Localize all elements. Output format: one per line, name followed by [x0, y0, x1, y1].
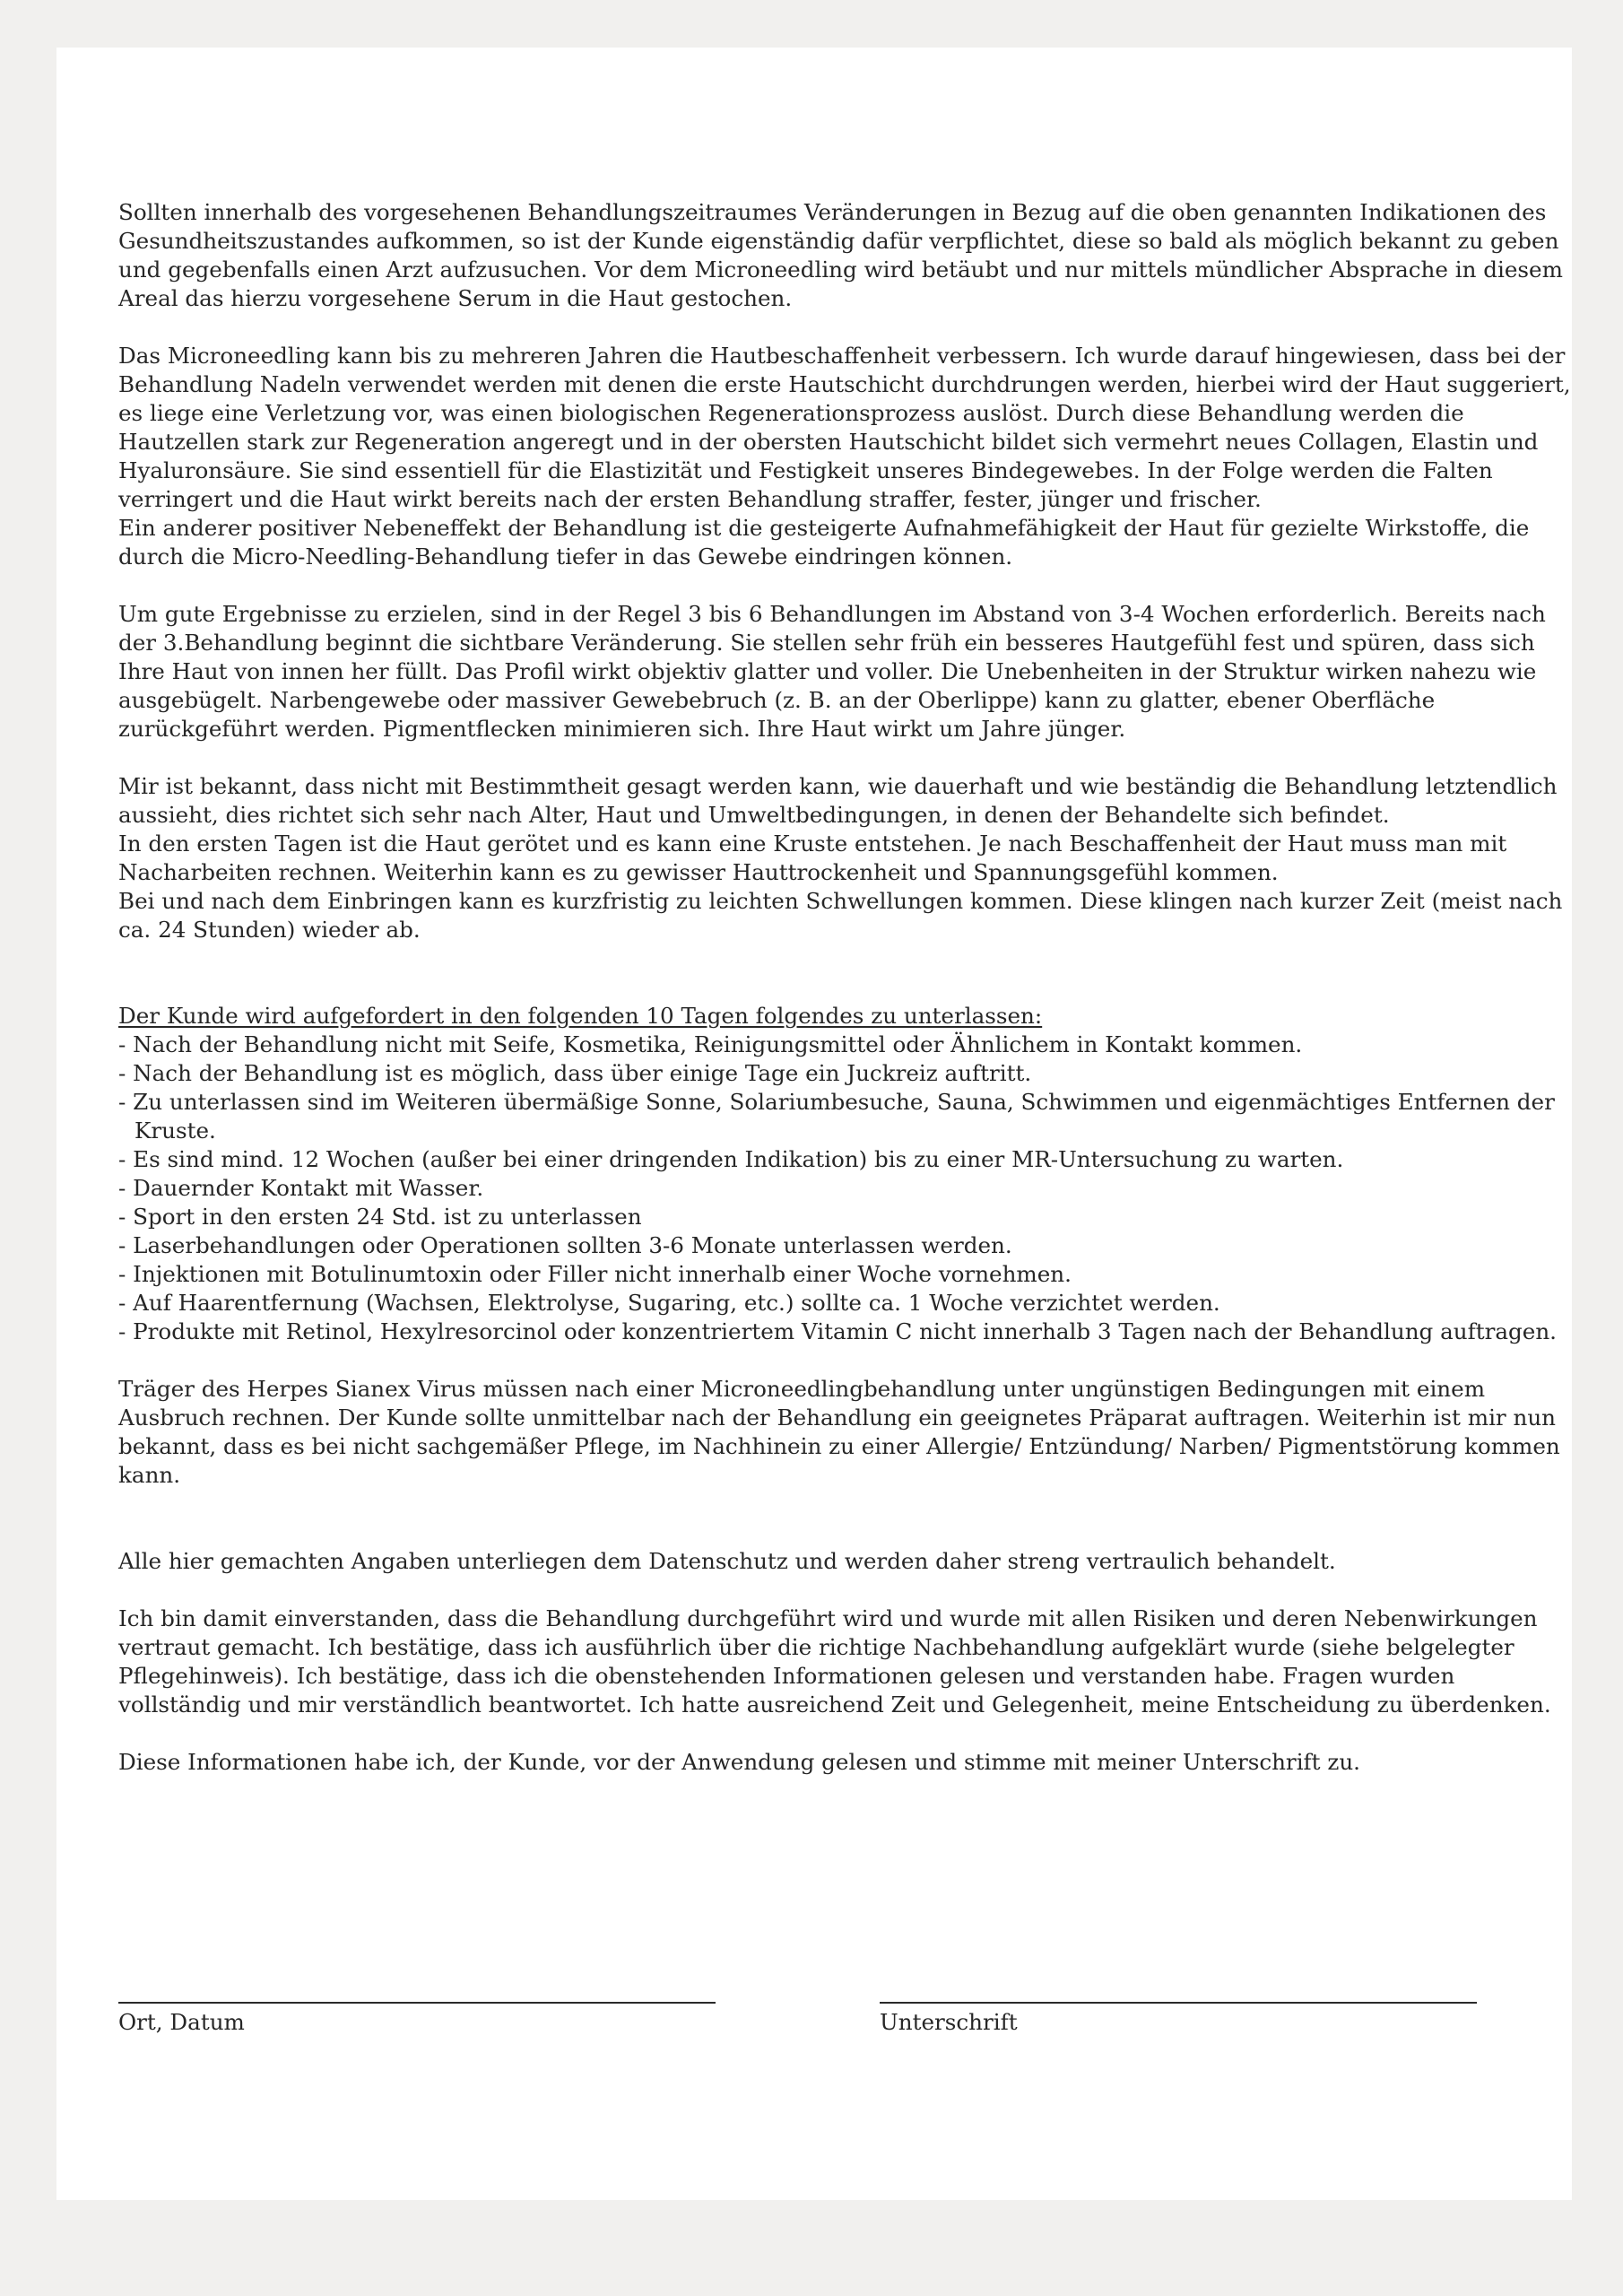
- place-date-field[interactable]: [118, 2002, 716, 2036]
- paragraph-acknowledgement: Diese Informationen habe ich, der Kunde, vor der Anwendung gelesen und stimme mit meiner Unterschrift zu.: [118, 1749, 1360, 1775]
- paragraph-microneedling-effect: Das Microneedling kann bis zu mehreren Jahren die Hautbeschaffenheit verbessern. Ich wurde darauf hingewiesen, dass bei der Behandlung Nadeln verwendet werden mit denen die erste Hautschicht durchdrungen werden, hierbei wird der Haut suggeriert, es liege eine Verletzung vor, was einen biologischen Regenerationsprozess auslöst. Durch diese Behandlung werden die Hautzellen stark zur Regeneration angeregt und in der obersten Hautschicht bildet sich vermehrt neues Collagen, Elastin und Hyaluronsäure. Sie sind essentiell für die Elastizität und Festigkeit unseres Bindegewebes. In der Folge werden die Falten verringert und die Haut wirkt bereits nach der ersten Behandlung straffer, fester, jünger und frischer.: [118, 343, 1571, 512]
- paragraph-indications: Sollten innerhalb des vorgesehenen Behandlungszeitraumes Veränderungen in Bezug auf die oben genannten Indikationen des Gesundheitszustandes aufkommen, so ist der Kunde eigenständig dafür verpflichtet, diese so bald als möglich bekannt zu geben und gegebenfalls einen Arzt aufzusuchen. Vor dem Microneedling wird betäubt und nur mittels mündlicher Absprache in diesem Areal das hierzu vorgesehene Serum in die Haut gestochen.: [118, 199, 1563, 311]
- spacer: [118, 313, 1582, 342]
- signature-field[interactable]: [880, 2002, 1477, 2036]
- signature-area: [118, 2002, 1535, 2065]
- paragraph-first-days: In den ersten Tagen ist die Haut gerötet und es kann eine Kruste entstehen. Je nach Beschaffenheit der Haut muss man mit Nacharbeiten rechnen. Weiterhin kann es zu gewisser Hauttrockenheit und Spannungsgefühl kommen.: [118, 831, 1507, 885]
- list-item: - Nach der Behandlung ist es möglich, dass über einige Tage ein Juckreiz auftritt.: [118, 1060, 1032, 1086]
- paragraph-consent: Ich bin damit einverstanden, dass die Behandlung durchgeführt wird und wurde mit allen Risiken und deren Nebenwirkungen vertraut gemacht. Ich bestätige, dass ich ausführlich über die richtige Nachbehandlung aufgeklärt wurde (siehe belgelegter Pflegehinweis). Ich bestätige, dass ich die obenstehenden Informationen gelesen und verstanden habe. Fragen wurden vollständig und mir verständlich beantwortet. Ich hatte ausreichend Zeit und Gelegenheit, meine Entscheidung zu überdenken.: [118, 1605, 1551, 1718]
- signature-label: Unterschrift: [880, 2009, 1018, 2035]
- paragraph-swelling: Bei und nach dem Einbringen kann es kurzfristig zu leichten Schwellungen kommen. Diese klingen nach kurzer Zeit (meist nach ca. 24 Stunden) wieder ab.: [118, 888, 1563, 943]
- list-item: - Laserbehandlungen oder Operationen sollten 3-6 Monate unterlassen werden.: [118, 1232, 1012, 1258]
- document-page: [56, 48, 1572, 2200]
- list-item: - Sport in den ersten 24 Std. ist zu unterlassen: [118, 1204, 642, 1230]
- spacer: [118, 944, 1582, 1002]
- list-item: - Dauernder Kontakt mit Wasser.: [118, 1175, 484, 1201]
- list-item: - Auf Haarentfernung (Wachsen, Elektrolyse, Sugaring, etc.) sollte ca. 1 Woche verzichtet werden.: [118, 1290, 1220, 1316]
- instructions-list: [118, 1031, 1582, 1346]
- place-date-label: Ort, Datum: [118, 2009, 245, 2035]
- list-item: - Es sind mind. 12 Wochen (außer bei einer dringenden Indikation) bis zu einer MR-Untersuchung zu warten.: [118, 1146, 1344, 1172]
- spacer: [118, 571, 1582, 600]
- instructions-heading: Der Kunde wird aufgefordert in den folgenden 10 Tagen folgendes zu unterlassen:: [118, 1003, 1043, 1029]
- spacer: [118, 1346, 1582, 1375]
- signature-line: [880, 2002, 1477, 2004]
- spacer: [118, 1576, 1582, 1605]
- paragraph-side-effect-positive: Ein anderer positiver Nebeneffekt der Behandlung ist die gesteigerte Aufnahmefähigkeit der Haut für gezielte Wirkstoffe, die durch die Micro-Needling-Behandlung tiefer in das Gewebe eindringen können.: [118, 515, 1530, 570]
- paragraph-herpes: Träger des Herpes Sianex Virus müssen nach einer Microneedlingbehandlung unter ungünstigen Bedingungen mit einem Ausbruch rechnen. Der Kunde sollte unmittelbar nach der Behandlung ein geeignetes Präparat auftragen. Weiterhin ist mir nun bekannt, dass es bei nicht sachgemäßer Pflege, im Nachhinein zu einer Allergie/ Entzündung/ Narben/ Pigmentstörung kommen kann.: [118, 1376, 1560, 1488]
- list-item: - Produkte mit Retinol, Hexylresorcinol oder konzentriertem Vitamin C nicht innerhalb 3 Tagen nach der Behandlung auftragen.: [118, 1318, 1557, 1344]
- paragraph-data-protection: Alle hier gemachten Angaben unterliegen dem Datenschutz und werden daher streng vertraulich behandelt.: [118, 1548, 1336, 1574]
- paragraph-results: Um gute Ergebnisse zu erzielen, sind in der Regel 3 bis 6 Behandlungen im Abstand von 3-4 Wochen erforderlich. Bereits nach der 3.Behandlung beginnt die sichtbare Veränderung. Sie stellen sehr früh ein besseres Hautgefühl fest und spüren, dass sich Ihre Haut von innen her füllt. Das Profil wirkt objektiv glatter und voller. Die Unebenheiten in der Struktur wirken nahezu wie ausgebügelt. Narbengewebe oder massiver Gewebebruch (z. B. an der Oberlippe) kann zu glatter, ebener Oberfläche zurückgeführt werden. Pigmentflecken minimieren sich. Ihre Haut wirkt um Jahre jünger.: [118, 601, 1546, 742]
- list-item: - Zu unterlassen sind im Weiteren übermäßige Sonne, Solariumbesuche, Sauna, Schwimmen und eigenmächtiges Entfernen der Kruste.: [118, 1089, 1555, 1144]
- list-item: - Nach der Behandlung nicht mit Seife, Kosmetika, Reinigungsmittel oder Ähnlichem in Kontakt kommen.: [118, 1031, 1303, 1057]
- spacer: [118, 744, 1582, 772]
- paragraph-durability: Mir ist bekannt, dass nicht mit Bestimmtheit gesagt werden kann, wie dauerhaft und wie beständig die Behandlung letztendlich aussieht, dies richtet sich sehr nach Alter, Haut und Umweltbedingungen, in denen der Behandelte sich befindet.: [118, 773, 1558, 828]
- spacer: [118, 1490, 1582, 1547]
- spacer: [118, 1719, 1582, 1748]
- place-date-line: [118, 2002, 716, 2004]
- document-body: [118, 198, 1582, 1777]
- list-item: - Injektionen mit Botulinumtoxin oder Filler nicht innerhalb einer Woche vornehmen.: [118, 1261, 1072, 1287]
